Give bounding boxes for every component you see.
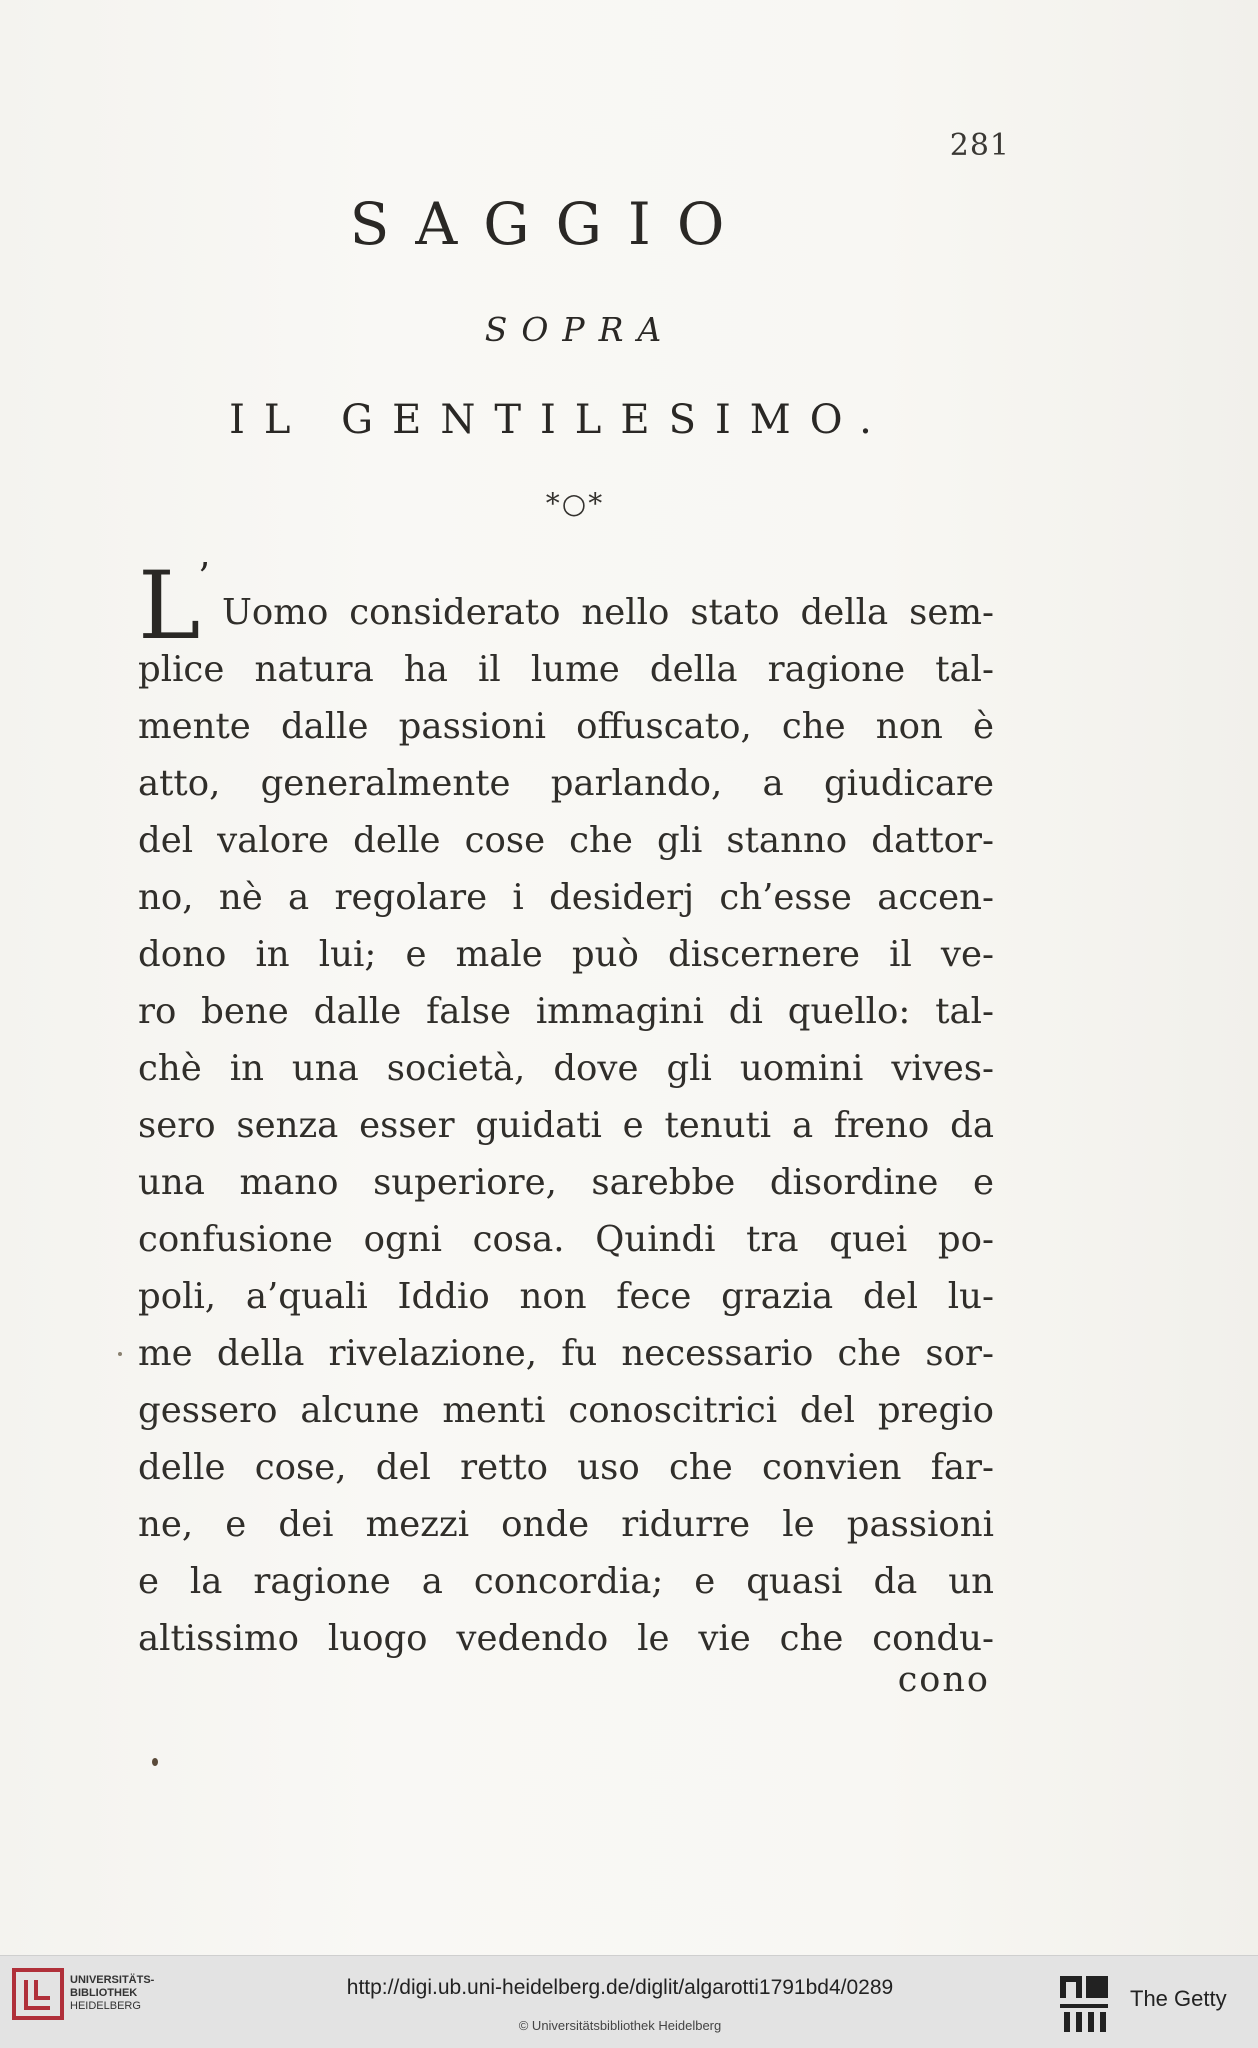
copyright-notice: © Universitätsbibliothek Heidelberg [518,2018,722,2033]
text-line: Uomo considerato nello stato della sem- [222,592,994,633]
getty-label: The Getty [1130,1986,1227,2011]
paper-speck [118,1352,122,1356]
text-line: ne, e dei mezzi onde ridurre le passioni [138,1504,994,1545]
text-line: del valore delle cose che gli stanno dattor- [138,820,994,861]
text-line: una mano superiore, sarebbe disordine e [138,1162,994,1203]
text-line: plice natura ha il lume della ragione tal- [138,649,994,690]
paper-speck [152,1758,158,1766]
library-line-1: UNIVERSITÄTS- [70,1974,155,1986]
permalink-url[interactable]: http://digi.ub.uni-heidelberg.de/diglit/algarotti1791bd4/0289 [346,1976,894,1999]
drop-cap: L [138,552,201,661]
text-line: confusione ogni cosa. Quindi tra quei po- [138,1219,994,1260]
text-line: e la ragione a concordia; e quasi da un [138,1561,994,1602]
university-library-name [70,1974,154,2013]
text-line: mente dalle passioni offuscato, che non è [138,706,994,747]
text-line: altissimo luogo vedendo le vie che condu- [138,1618,994,1659]
getty-logo-icon[interactable] [1058,1974,1112,2034]
text-line: sero senza esser guidati e tenuti a freno da [138,1105,994,1146]
text-line: no, nè a regolare i desiderj ch’esse accen- [138,877,994,918]
page-number: 281 [949,128,1010,163]
body-text [138,584,994,1667]
text-line: me della rivelazione, fu necessario che sor- [138,1333,994,1374]
text-line: chè in una società, dove gli uomini vives- [138,1048,994,1089]
drop-cap-apostrophe: ’ [198,555,211,599]
text-line: ro bene dalle false immagini di quello: tal- [138,991,994,1032]
library-line-3: HEIDELBERG [70,2000,141,2012]
title-saggio: SAGGIO [349,190,751,258]
text-line: dono in lui; e male può discernere il ve- [138,934,994,975]
text-line: atto, generalmente parlando, a giudicare [138,763,994,804]
library-line-2: BIBLIOTHEK [70,1987,138,1999]
text-line: delle cose, del retto uso che convien far- [138,1447,994,1488]
title-sopra: SOPRA [484,310,676,349]
viewer-footer [0,1955,1258,2048]
ornament-divider: *○* [545,487,605,520]
catchword: cono [897,1660,990,1700]
university-library-logo-icon[interactable] [10,1966,66,2022]
text-line: gessero alcune menti conoscitrici del pregio [138,1390,994,1431]
text-line: poli, a’quali Iddio non fece grazia del lu- [138,1276,994,1317]
title-il-gentilesimo: IL GENTILESIMO. [229,397,891,443]
